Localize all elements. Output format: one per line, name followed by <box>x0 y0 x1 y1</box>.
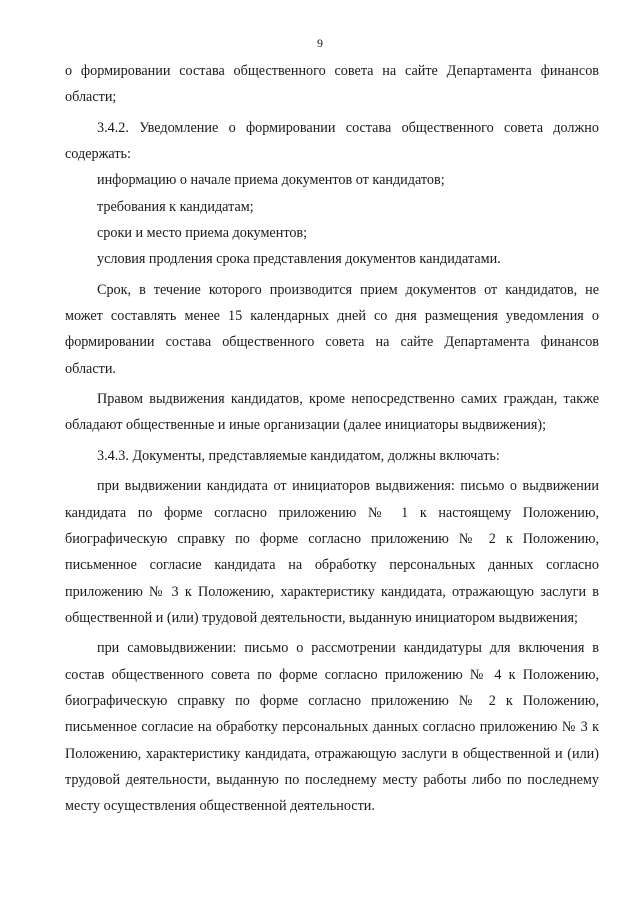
list-item-deadlines-place: сроки и место приема документов; <box>97 225 308 242</box>
list-item-info-start: информацию о начале приема документов от кандидатов; <box>97 172 445 189</box>
paragraph-term: Срок, в течение которого производится прием документов от кандидатов, не может составлять менее 15 календарных дней со дня размещения уведомления о формировании состава общественного совета на сайте Департамента финансов области. <box>65 281 599 377</box>
paragraph-nomination-right: Правом выдвижения кандидатов, кроме непосредственно самих граждан, также обладают общественные и иные организации (далее инициаторы выдвижения); <box>65 391 599 434</box>
paragraph-3-4-3: 3.4.3. Документы, представляемые кандидатом, должны включать: <box>97 447 500 464</box>
list-item-extension-conditions: условия продления срока представления документов кандидатами. <box>97 251 501 268</box>
page-number: 9 <box>317 36 323 50</box>
paragraph-3-4-2: 3.4.2. Уведомление о формировании состава общественного совета должно содержать: <box>65 119 599 163</box>
paragraph-initiator-nomination: при выдвижении кандидата от инициаторов выдвижения: письмо о выдвижении кандидата по форме согласно приложению № 1 к настоящему Положению, биографическую справку по форме согласно приложению № 2 к Положению, письменное согласие кандидата на обработку персональных данных согласно приложению № 3 к Положению, характеристику кандидата, отражающую заслуги в общественной и (или) трудовой деятельности, выданную инициатором выдвижения; <box>65 478 599 626</box>
paragraph-continuation: о формировании состава общественного совета на сайте Департамента финансов области; <box>65 63 599 106</box>
paragraph-self-nomination: при самовыдвижении: письмо о рассмотрении кандидатуры для включения в состав общественного совета по форме согласно приложению № 4 к Положению, биографическую справку по форме согласно приложению № 2 к Положению, письменное согласие на обработку персональных данных согласно приложению № 3 к Положению, характеристику кандидата, отражающую заслуги в общественной и (или) трудовой деятельности, выданную по последнему месту работы либо по последнему месту осуществления общественной деятельности. <box>65 640 599 815</box>
list-item-requirements: требования к кандидатам; <box>97 198 254 215</box>
document-body <box>65 58 599 820</box>
